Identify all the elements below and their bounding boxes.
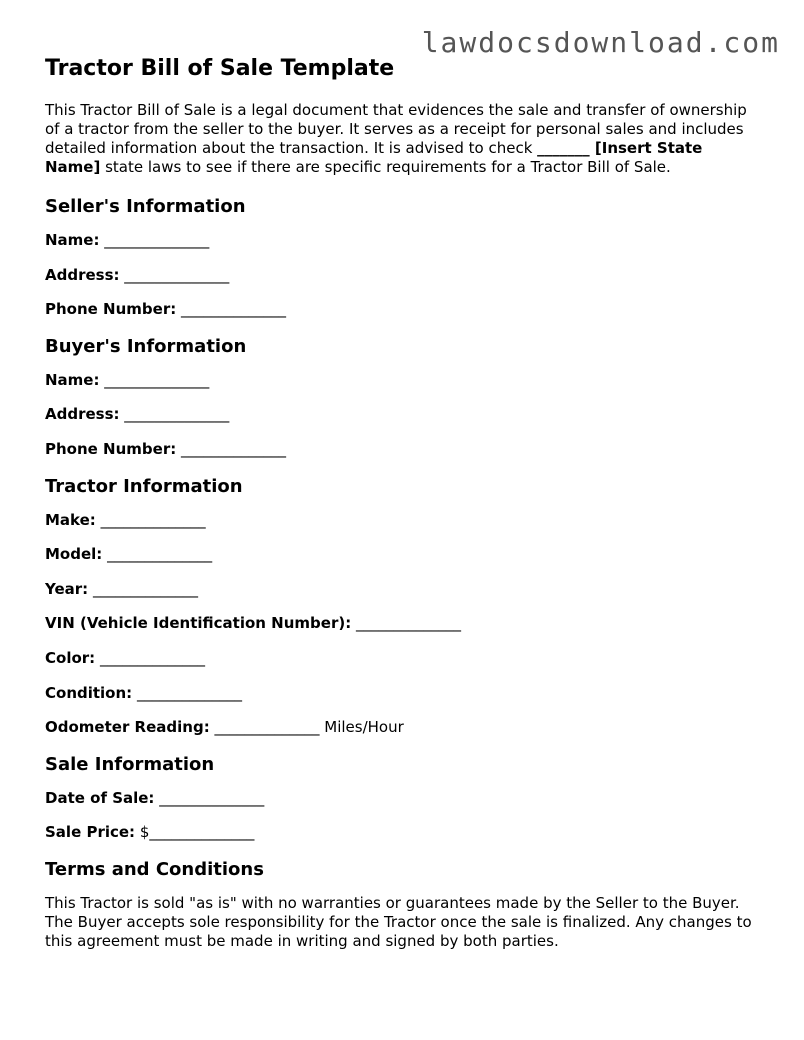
tractor-color-field (45, 649, 757, 668)
tractor-condition-field (45, 684, 757, 703)
buyer-phone-field (45, 440, 757, 459)
field-blank: ______________ (181, 439, 287, 458)
state-placeholder: _______ [Insert State Name] (45, 139, 703, 176)
buyer-section (45, 335, 757, 459)
buyer-name-field (45, 371, 757, 390)
field-label: Address: (45, 265, 120, 284)
field-blank: ______________ (100, 510, 206, 529)
field-blank: ______________ (136, 683, 242, 702)
field-label: VIN (Vehicle Identification Number): (45, 614, 352, 633)
tractor-heading: Tractor Information (45, 475, 243, 497)
field-blank: ______________ (355, 614, 461, 633)
field-label: Phone Number: (45, 439, 177, 458)
field-label: Name: (45, 370, 100, 389)
intro-paragraph (45, 101, 757, 177)
sale-price-field (45, 823, 757, 842)
field-label: Sale Price: (45, 823, 136, 842)
field-label: Phone Number: (45, 300, 177, 319)
field-label: Model: (45, 545, 103, 564)
field-blank: ______________ Miles/Hour (214, 718, 404, 737)
field-label: Year: (45, 579, 89, 598)
seller-phone-field (45, 300, 757, 319)
page-title: Tractor Bill of Sale Template (45, 56, 395, 81)
tractor-vin-field (45, 614, 757, 633)
field-blank: ______________ (181, 300, 287, 319)
field-label: Name: (45, 231, 100, 249)
intro-text-after: state laws to see if there are specific requirements for a Tractor Bill of Sale. (100, 158, 671, 176)
field-label: Make: (45, 510, 96, 529)
field-label: Odometer Reading: (45, 718, 210, 737)
tractor-year-field (45, 580, 757, 599)
field-blank: ______________ (124, 405, 230, 424)
field-label: Address: (45, 405, 120, 424)
terms-section (45, 858, 757, 951)
field-label: Condition: (45, 683, 133, 702)
seller-heading: Seller's Information (45, 196, 246, 217)
sale-date-field (45, 789, 757, 808)
tractor-odometer-field (45, 718, 757, 737)
field-label: Color: (45, 648, 96, 667)
field-blank: ______________ (92, 579, 198, 598)
field-label: Date of Sale: (45, 788, 155, 807)
field-blank: ______________ (99, 648, 205, 667)
document-page (45, 55, 757, 951)
intro-text-before: This Tractor Bill of Sale is a legal document that evidences the sale and transfer of ownership of a tractor from the seller to the buyer. It serves as a receipt for personal sales and includes detailed information about the transaction. It is advised to check (45, 101, 747, 157)
tractor-make-field (45, 511, 757, 530)
seller-name-field (45, 231, 757, 250)
field-blank: ______________ (104, 231, 210, 249)
field-blank: ______________ (124, 265, 230, 284)
terms-heading: Terms and Conditions (45, 858, 264, 880)
buyer-address-field (45, 405, 757, 424)
sale-section (45, 753, 757, 843)
terms-paragraph: This Tractor is sold "as is" with no warranties or guarantees made by the Seller to the Buyer. The Buyer accepts sole responsibility for the Tractor once the sale is finalized. Any changes to this agreement must be made in writing and signed by both parties. (45, 893, 752, 950)
field-blank: ______________ (104, 370, 210, 389)
tractor-section (45, 475, 757, 738)
buyer-heading: Buyer's Information (45, 335, 247, 357)
field-blank: $______________ (139, 823, 255, 842)
seller-section (45, 195, 757, 319)
sale-heading: Sale Information (45, 753, 215, 775)
field-blank: ______________ (107, 545, 213, 564)
tractor-model-field (45, 545, 757, 564)
seller-address-field (45, 266, 757, 285)
watermark: lawdocsdownload.com (421, 26, 780, 59)
field-blank: ______________ (159, 788, 265, 807)
